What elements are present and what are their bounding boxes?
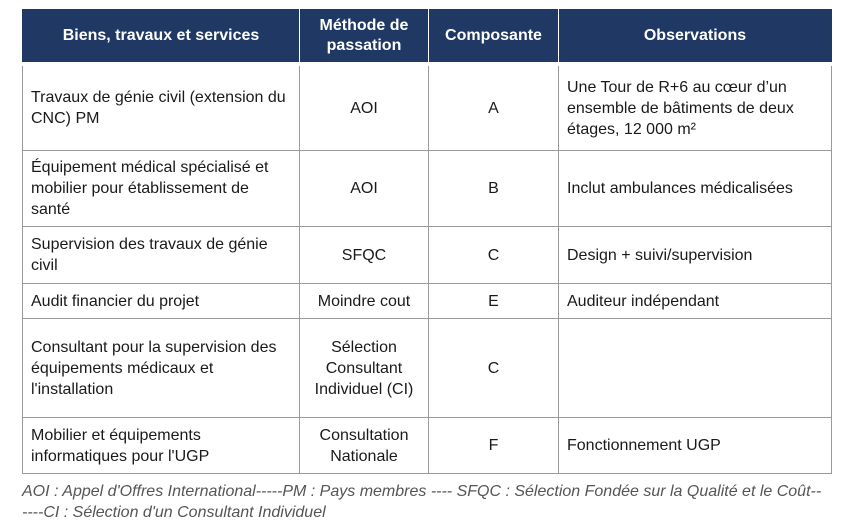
cell-item: Supervision des travaux de génie civil (23, 227, 300, 284)
header-row (23, 10, 832, 65)
cell-item: Consultant pour la supervision des équipements médicaux et l'installation (23, 319, 300, 418)
cell-item: Équipement médical spécialisé et mobilier pour établissement de santé (23, 151, 300, 227)
table-row (23, 418, 832, 474)
cell-method: SFQC (300, 227, 429, 284)
abbreviations-footnote: AOI : Appel d'Offres International-----PM : Pays membres ---- SFQC : Sélection Fondée sur la Qualité et le Coût------CI : Sélection d'un Consultant Individuel (22, 483, 822, 521)
cell-method: Moindre cout (300, 284, 429, 319)
cell-item: Travaux de génie civil (extension du CNC) PM (23, 64, 300, 151)
header-method: Méthode de passation (300, 10, 429, 65)
table-body (23, 64, 832, 474)
cell-method: Sélection Consultant Individuel (CI) (300, 319, 429, 418)
cell-item: Audit financier du projet (23, 284, 300, 319)
header-component: Composante (429, 10, 559, 65)
cell-method: AOI (300, 151, 429, 227)
cell-observations: Auditeur indépendant (559, 284, 832, 319)
procurement-table (22, 9, 832, 474)
cell-component: A (429, 64, 559, 151)
procurement-table-container (22, 9, 831, 474)
table-row (23, 227, 832, 284)
cell-component: F (429, 418, 559, 474)
cell-observations: Design + suivi/supervision (559, 227, 832, 284)
cell-component: C (429, 227, 559, 284)
header-items: Biens, travaux et services (23, 10, 300, 65)
cell-method: AOI (300, 64, 429, 151)
table-row (23, 284, 832, 319)
table-row (23, 64, 832, 151)
cell-observations: Inclut ambulances médicalisées (559, 151, 832, 227)
cell-observations: Fonctionnement UGP (559, 418, 832, 474)
cell-component: E (429, 284, 559, 319)
cell-method: Consultation Nationale (300, 418, 429, 474)
table-row (23, 319, 832, 418)
cell-item: Mobilier et équipements informatiques pour l'UGP (23, 418, 300, 474)
cell-component: B (429, 151, 559, 227)
cell-component: C (429, 319, 559, 418)
header-observations: Observations (559, 10, 832, 65)
cell-observations (559, 319, 832, 418)
table-header (23, 10, 832, 65)
table-row (23, 151, 832, 227)
cell-observations: Une Tour de R+6 au cœur d’un ensemble de bâtiments de deux étages, 12 000 m² (559, 64, 832, 151)
